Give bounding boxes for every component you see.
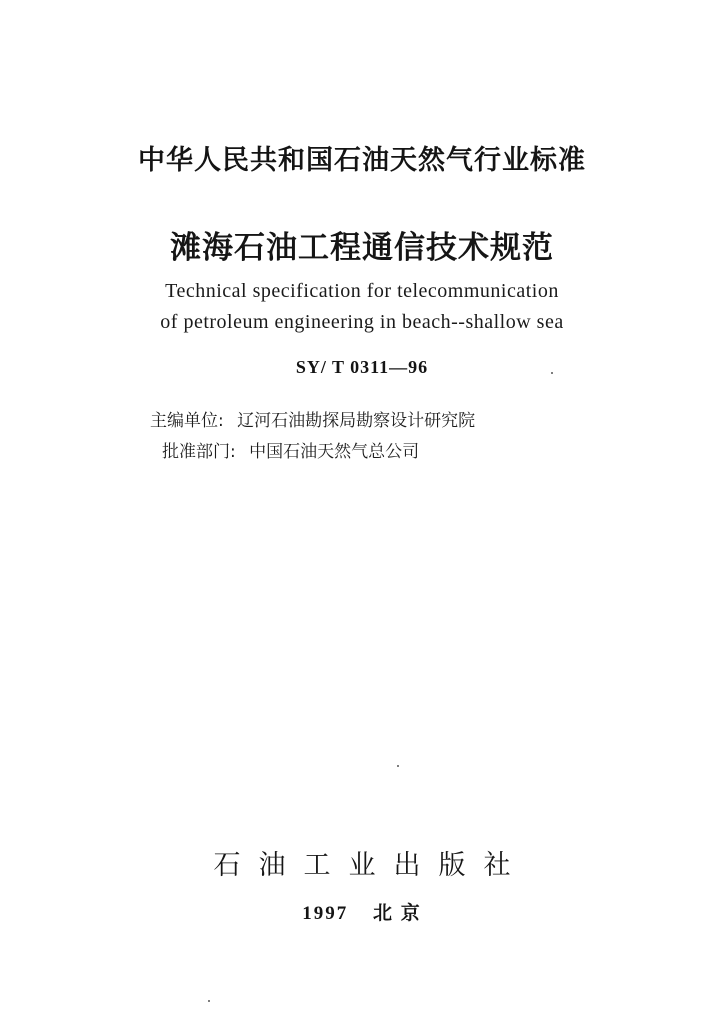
scan-speck bbox=[551, 372, 553, 374]
publication-city: 北 京 bbox=[372, 903, 422, 924]
standard-number: SY/ T 0311—96 bbox=[295, 357, 429, 377]
drafting-unit-value: 辽河石油勘探局勘察设计研究院 bbox=[237, 411, 476, 431]
scan-speck bbox=[208, 1000, 210, 1002]
approving-dept-line bbox=[162, 437, 682, 462]
scan-speck bbox=[397, 765, 399, 767]
drafting-unit-label: 主编单位: bbox=[150, 411, 224, 431]
drafting-unit-line bbox=[150, 406, 670, 431]
publication-year: 1997 bbox=[302, 903, 349, 924]
document-title-en-line-2: of petroleum engineering in beach--shallow sea bbox=[160, 311, 564, 333]
publication-line bbox=[0, 898, 724, 925]
approving-dept-label: 批准部门: bbox=[162, 442, 236, 462]
document-title-cn: 滩海石油工程通信技术规范 bbox=[170, 230, 554, 266]
publisher-name: 石油工业出版社 bbox=[213, 850, 529, 881]
standard-category: 中华人民共和国石油天然气行业标准 bbox=[138, 145, 586, 176]
approving-dept-value: 中国石油天然气总公司 bbox=[249, 442, 420, 462]
document-title-en-line-1: Technical specification for telecommunication bbox=[165, 280, 559, 302]
